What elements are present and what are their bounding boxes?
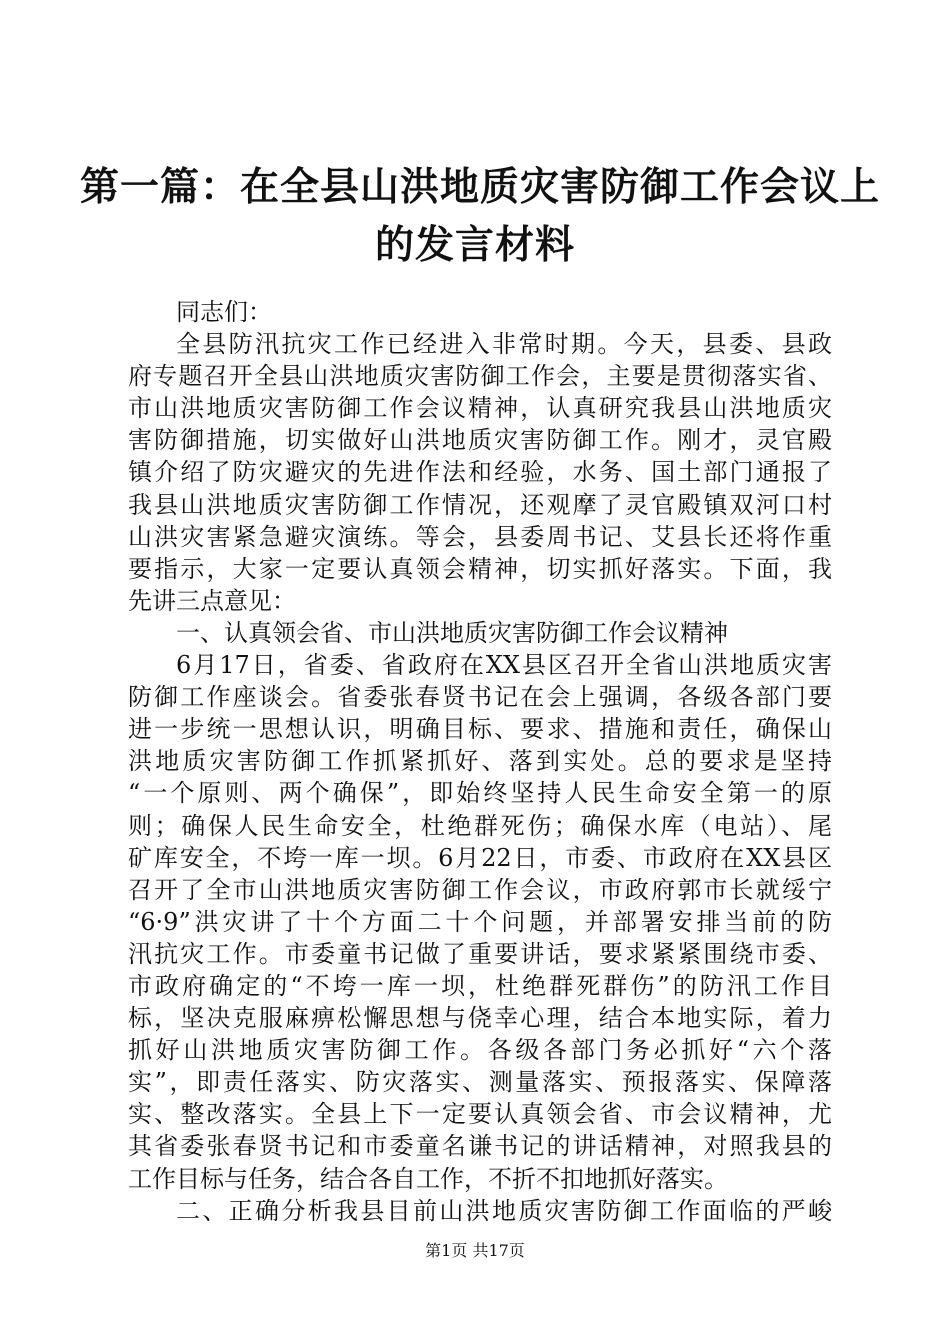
body-line: 防御工作座谈会。省委张春贤书记在会上强调，各级各部门要 xyxy=(128,683,832,712)
body-line: 矿库安全，不垮一库一坝。6月22日，市委、市政府在XX县区 xyxy=(128,843,832,872)
body-line: 先讲三点意见： xyxy=(128,586,296,615)
body-line: 工作目标与任务，结合各自工作，不折不扣地抓好落实。 xyxy=(128,1164,728,1193)
body-line: 我县山洪地质灾害防御工作情况，还观摩了灵官殿镇双河口村 xyxy=(128,490,832,519)
body-line: 洪地质灾害防御工作抓紧抓好、落到实处。总的要求是坚持 xyxy=(128,747,832,776)
body-line: 实、整改落实。全县上下一定要认真领会省、市会议精神，尤 xyxy=(128,1100,832,1129)
title-line-2: 的发言材料 xyxy=(374,222,575,268)
body-line: 其省委张春贤书记和市委童名谦书记的讲话精神，对照我县的 xyxy=(128,1132,832,1161)
body-line: 抓好山洪地质灾害防御工作。各级各部门务必抓好“六个落 xyxy=(128,1036,832,1065)
body-line: 则；确保人民生命安全，杜绝群死伤；确保水库（电站）、尾 xyxy=(128,811,832,840)
body-line: 二、正确分析我县目前山洪地质灾害防御工作面临的严峻 xyxy=(176,1196,832,1225)
body-line: 山洪灾害紧急避灾演练。等会，县委周书记、艾县长还将作重 xyxy=(128,522,832,551)
body-line: 召开了全市山洪地质灾害防御工作会议，市政府郭市长就绥宁 xyxy=(128,875,832,904)
body-line: 汛抗灾工作。市委童书记做了重要讲话，要求紧紧围绕市委、 xyxy=(128,939,832,968)
body-line: 害防御措施，切实做好山洪地质灾害防御工作。刚才，灵官殿 xyxy=(128,426,832,455)
body-line: 实”，即责任落实、防灾落实、测量落实、预报落实、保障落 xyxy=(128,1068,832,1097)
body-line: 市政府确定的“不垮一库一坝，杜绝群死群伤”的防汛工作目 xyxy=(128,971,832,1000)
body-line: “6·9”洪灾讲了十个方面二十个问题，并部署安排当前的防 xyxy=(128,907,832,936)
body-line: 要指示，大家一定要认真领会精神，切实抓好落实。下面，我 xyxy=(128,554,832,583)
title-line-1: 第一篇：在全县山洪地质灾害防御工作会议上 xyxy=(80,164,881,210)
body-line: 一、认真领会省、市山洪地质灾害防御工作会议精神 xyxy=(176,618,728,647)
body-line: 标，坚决克服麻痹松懈思想与侥幸心理，结合本地实际，着力 xyxy=(128,1004,832,1033)
body-line: 府专题召开全县山洪地质灾害防御工作会，主要是贯彻落实省、 xyxy=(128,362,832,391)
body-line: 6月17日，省委、省政府在XX县区召开全省山洪地质灾害 xyxy=(176,651,832,680)
body-line: “一个原则、两个确保”，即始终坚持人民生命安全第一的原 xyxy=(128,779,832,808)
body-line: 市山洪地质灾害防御工作会议精神，认真研究我县山洪地质灾 xyxy=(128,394,832,423)
body-line: 镇介绍了防灾避灾的先进作法和经验，水务、国土部门通报了 xyxy=(128,458,832,487)
page-footer: 第1页 共17页 xyxy=(425,1241,525,1260)
body-line: 同志们： xyxy=(176,298,272,326)
document-title xyxy=(80,158,881,274)
document-body xyxy=(128,296,832,1227)
body-line: 进一步统一思想认识，明确目标、要求、措施和责任，确保山 xyxy=(128,715,832,744)
body-line: 全县防汛抗灾工作已经进入非常时期。今天，县委、县政 xyxy=(176,330,832,359)
